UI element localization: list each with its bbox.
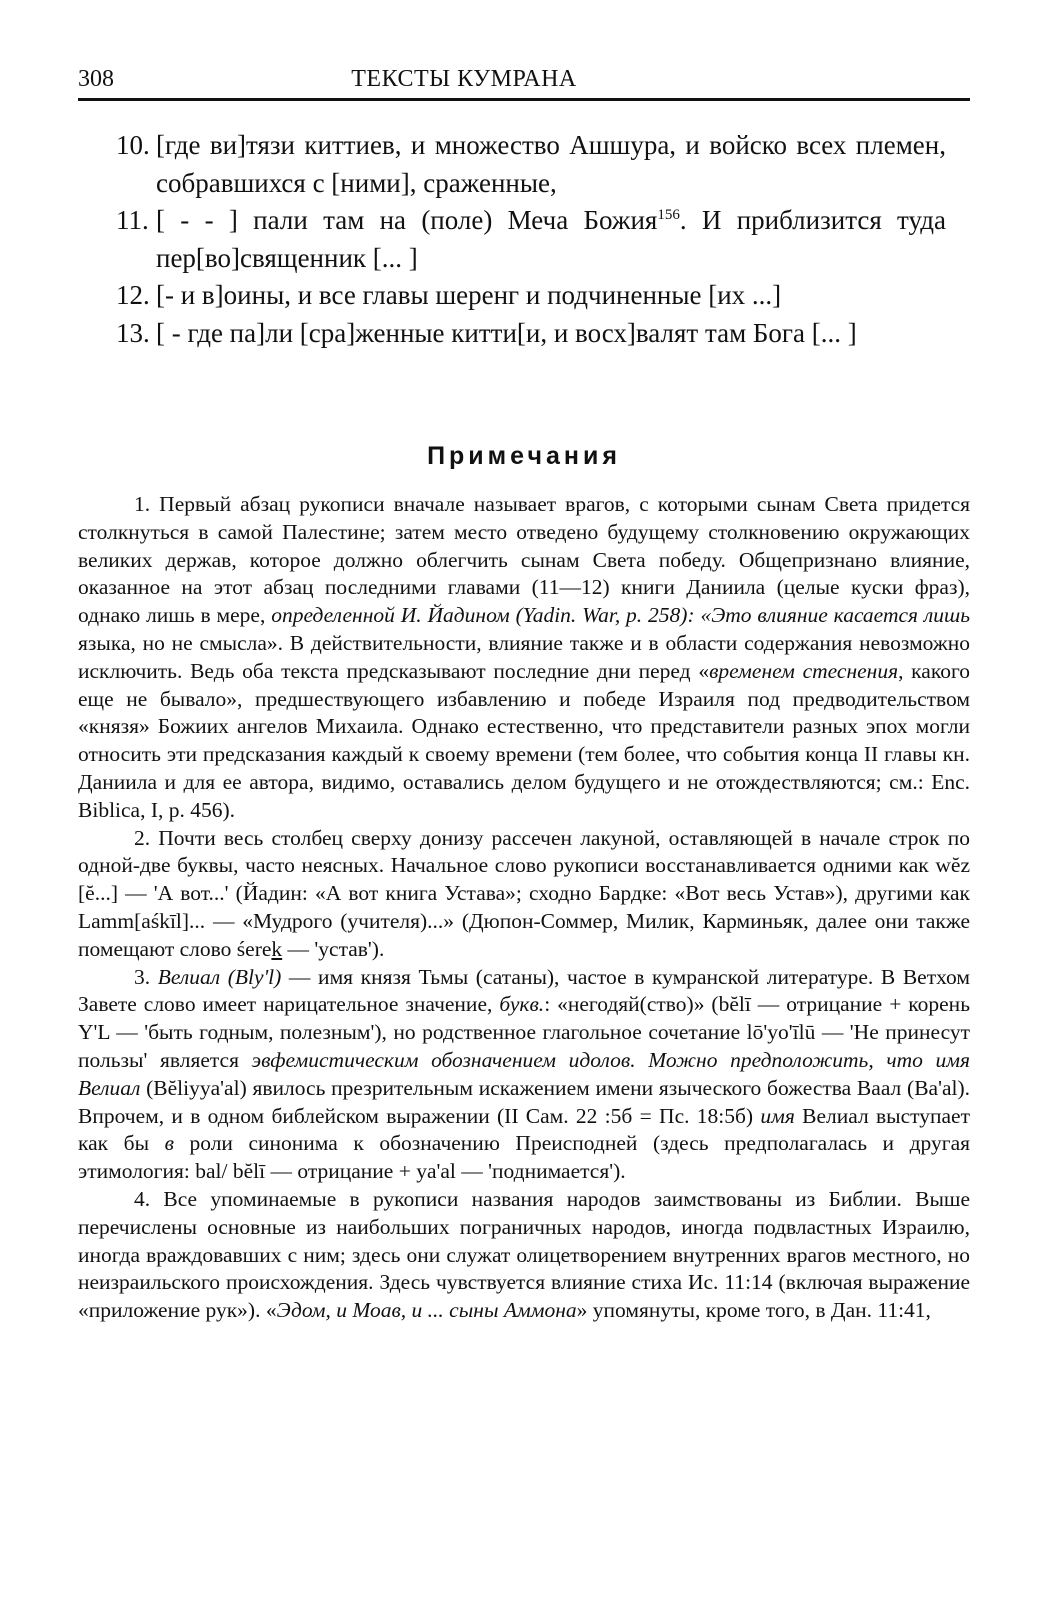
note-text: Почти весь столбец сверху донизу рассечен лакуной, оставляющей в начале строк по одной-две буквы, часто неясных. Начальное слово рукописи восстанавливается одними как wĕz [ĕ...] — 'А вот...' (Йадин: «А вот книга Устава»; сходно Бардке: «Вот весь Устав»), другими как Lamm[aśkīl]... — «Мудрого (учителя)...» (Дюпон-Соммер, Милик, Карминьяк, далее они также помещают слово śerek — 'устав'). [78,825,970,961]
note-text: Первый абзац рукописи вначале называет врагов, с которыми сынам Света придется столкнуться в самой Палестине; затем место отведено будущему столкновению окружающих великих держав, которое должно облегчить сынам Света победу. Общепризнано влияние, оказанное на этот абзац последними главами (11—12) книги Даниила (целые куски фраз), однако лишь в мере, определенной И. Йадином (Yadin. War, p. 258): «Это влияние касается лишь языка, но не смысла». В действительности, влияние также и в области содержания невозможно исключить. Ведь оба текста предсказывают последние дни перед «временем стеснения, какого еще не бывало», предшествующего избавлению и победе Израиля под предводительством «князя» Божиих ангелов Михаила. Однако естественно, что представители разных эпох могли относить эти предсказания каждый к своему времени (тем более, что события конца II главы кн. Даниила и для ее автора, видимо, оставались делом будущего и не отождествляются; см.: Enc. Biblica, I, p. 456). [78,492,970,822]
notes-heading: Примечания [427,442,621,470]
verse-text: [где ви]тязи киттиев, и множество Ашшура, и войско всех племен, собравшихся с [ними], сраженные, [156,130,946,198]
note-text: Все упоминаемые в рукописи названия народов заимствованы из Библии. Выше перечислены основные из наибольших пограничных народов, иногда подвластных Израилю, иногда враждовавших с ним; здесь они служат олицетворением внутренних врагов местного, но неизраильского происхождения. Здесь чувствуется влияние стиха Ис. 11:14 (включая выражение «приложение рук»). «Эдом, и Моав, и ... сыны Аммона» упомянуты, кроме того, в Дан. 11:41, [78,1186,971,1323]
verse-11 [116,202,946,277]
verse-text-part: . И приблизится туда пер[во]священник [... ] [156,205,946,273]
note-3 [78,964,970,1186]
verse-12 [116,277,946,315]
notes-list [78,491,970,1325]
running-title: ТЕКСТЫ КУМРАНА [351,66,577,92]
verse-text: [- и в]оины, и все главы шеренг и подчиненные [их ...] [156,280,782,310]
note-number: 4. [134,1186,151,1211]
verse-number: 13. [116,317,150,348]
running-header [78,66,970,101]
verse-text: [ - где па]ли [сра]женные китти[и, и восх]валят там Бога [... ] [156,317,857,348]
note-number: 2. [134,825,151,850]
note-1 [78,491,970,825]
note-2 [78,825,970,964]
note-text: Велиал (Bly'l) — имя князя Тьмы (сатаны), частое в кумранской литературе. В Ветхом Завете слово имеет нарицательное значение, букв.: «негодяй(ство)» (bĕlī — отрицание + корень Y'L — 'быть годным, полезным'), но родственное глагольное сочетание lō'yo'īlū — 'Не принесут пользы' является эвфемистическим обозначением идолов. Можно предположить, что имя Велиал (Bĕliyya'al) явилось презрительным искажением имени языческого божества Ваал (Ba'al). Впрочем, и в одном библейском выражении (II Сам. 22 :5б = Пс. 18:5б) имя Велиал выступает как бы в роли синонима к обозначению Преисподней (здесь предполагалась и другая этимология: bal/ bĕlī — отрицание + ya'al — 'поднимается'). [78,964,971,1184]
verse-text [156,202,946,277]
note-number: 1. [134,492,151,516]
page-number: 308 [78,66,114,92]
note-4 [78,1186,970,1325]
verse-10 [116,127,946,202]
verse-text-part: [ - - ] пали там на (поле) Меча Божия [156,205,658,235]
verse-number: 11. [116,205,149,235]
footnote-ref[interactable]: 156 [657,207,680,223]
page [78,66,970,1325]
verse-list [116,127,946,352]
verse-13 [116,315,946,353]
verse-number: 12. [116,280,150,310]
note-number: 3. [134,964,151,989]
verse-number: 10. [116,130,150,160]
